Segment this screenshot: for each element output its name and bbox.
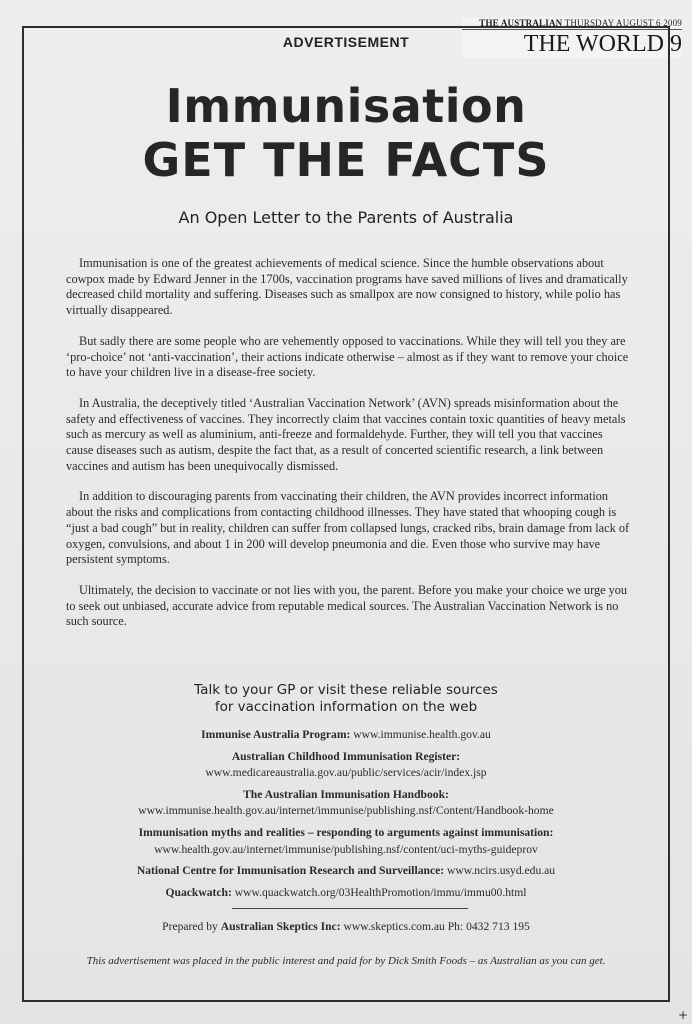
- paragraph: In Australia, the deceptively titled ‘Australian Vaccination Network’ (AVN) spreads misinformation about the safety and effectiveness of vaccines. They incorrectly claim that vaccines contain toxic quantities of heavy metals such as mercury as well as aluminium, anti-freeze and formaldehyde. Further, they will tell you that vaccines cause diseases such as autism, despite the fact that, as a result of concerted scientific research, a link between vaccines and autism has been unequivocally dismissed.: [66, 395, 626, 473]
- paragraph: But sadly there are some people who are vehemently opposed to vaccinations. While they will tell you they are ‘pro-choice’ not ‘anti-vaccination’, their actions indicate otherwise – almost as if they want to remove your choice to have your children live in a disease-free society.: [66, 333, 629, 380]
- source-item: [30, 749, 662, 782]
- source-item: [30, 727, 662, 744]
- open-letter-subhead: An Open Letter to the Parents of Australia: [178, 208, 514, 227]
- source-name: The Australian Immunisation Handbook:: [243, 787, 449, 801]
- source-name: Immunisation myths and realities – responding to arguments against immunisation:: [138, 825, 554, 839]
- source-url[interactable]: www.immunise.health.gov.au/internet/immunise/publishing.nsf/Content/Handbook-home: [138, 804, 554, 818]
- disclaimer-note: This advertisement was placed in the public interest and paid for by Dick Smith Foods – as Australian as you can get.: [86, 955, 606, 967]
- source-url[interactable]: www.quackwatch.org/03HealthPromotion/immu/immu00.html: [234, 885, 527, 899]
- crop-mark-icon: +: [677, 1008, 688, 1022]
- cta-line: Talk to your GP or visit these reliable sources: [194, 682, 498, 698]
- source-name: Australian Childhood Immunisation Register:: [231, 749, 461, 763]
- paragraph: Immunisation is one of the greatest achievements of medical science. Since the humble observations about cowpox made by Edward Jenner in the 1700s, vaccination programs have saved millions of lives and dramatically decreased child mortality and suffering. Diseases such as smallpox are now consigned to history, while polio has virtually disappeared.: [66, 256, 628, 318]
- source-url[interactable]: www.immunise.health.gov.au: [353, 728, 491, 741]
- source-list: [30, 727, 662, 906]
- source-item: [30, 863, 662, 880]
- prepared-url[interactable]: www.skeptics.com.au: [343, 920, 445, 933]
- source-item: [30, 885, 662, 902]
- source-item: [30, 825, 662, 858]
- letter-body: [66, 256, 630, 645]
- prepared-prefix: Prepared by: [162, 920, 218, 933]
- headline-title: Immunisation: [165, 79, 527, 133]
- cta-line: for vaccination information on the web: [214, 699, 478, 715]
- source-name: National Centre for Immunisation Research and Surveillance:: [136, 864, 445, 878]
- call-to-action: [0, 682, 692, 716]
- source-name: Immunise Australia Program:: [201, 728, 351, 741]
- page-number: 9: [670, 31, 682, 57]
- divider: [232, 908, 468, 909]
- headline-subtitle: GET THE FACTS: [142, 133, 550, 187]
- source-name: Quackwatch:: [165, 885, 232, 899]
- source-item: [30, 787, 662, 820]
- masthead-paper: THE AUSTRALIAN: [479, 18, 563, 28]
- paragraph: In addition to discouraging parents from vaccinating their children, the AVN provides incorrect information about the risks and complications from contacting childhood illnesses. They have stated that whooping cough is “just a bad cough” but in reality, children can suffer from collapsed lungs, cracked ribs, brain damage from lack of oxygen, convulsions, and about 1 in 200 will develop pneumonia and die. Even those who survive may have persistent symptoms.: [66, 489, 630, 567]
- prepared-org: Australian Skeptics Inc:: [220, 920, 341, 933]
- paragraph: Ultimately, the decision to vaccinate or not lies with you, the parent. Before you make your choice we urge you to seek out unbiased, accurate advice from reputable medical sources. The Australian Vaccination Network is no such source.: [66, 582, 628, 629]
- masthead-date: THURSDAY AUGUST 6 2009: [564, 18, 682, 28]
- section-title: THE WORLD: [523, 31, 664, 57]
- source-url[interactable]: www.ncirs.usyd.edu.au: [447, 864, 556, 878]
- prepared-by: [0, 920, 692, 933]
- prepared-phone: Ph: 0432 713 195: [447, 920, 530, 933]
- advertisement-label: ADVERTISEMENT: [282, 34, 410, 50]
- source-url[interactable]: www.medicareaustralia.gov.au/public/services/acir/index.jsp: [205, 766, 487, 780]
- source-url[interactable]: www.health.gov.au/internet/immunise/publishing.nsf/content/uci-myths-guideprov: [154, 842, 538, 856]
